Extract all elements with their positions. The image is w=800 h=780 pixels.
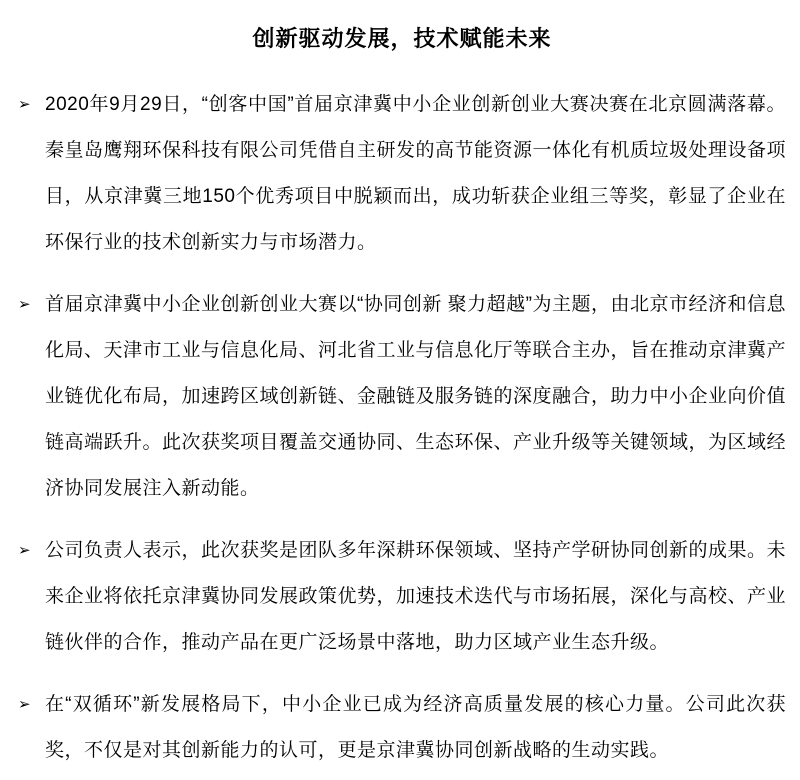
- list-item: [18, 82, 786, 266]
- page-title: 创新驱动发展，技术赋能未来: [252, 26, 552, 51]
- arrow-bullet-icon: ➢: [18, 542, 31, 559]
- list-item: [18, 682, 786, 774]
- arrow-bullet-icon: ➢: [18, 296, 31, 313]
- arrow-bullet-icon: ➢: [18, 96, 31, 113]
- paragraph-text: 2020年9月29日，“创客中国”首届京津冀中小企业创新创业大赛决赛在北京圆满落幕。秦皇岛鹰翔环保科技有限公司凭借自主研发的高节能资源一体化有机质垃圾处理设备项目，从京津冀三地150个优秀项目中脱颖而出，成功斩获企业组三等奖，彰显了企业在环保行业的技术创新实力与市场潜力。: [45, 94, 787, 253]
- paragraph-text: 公司负责人表示，此次获奖是团队多年深耕环保领域、坚持产学研协同创新的成果。未来企业将依托京津冀协同发展政策优势，加速技术迭代与市场拓展，深化与高校、产业链伙伴的合作，推动产品在更广泛场景中落地，助力区域产业生态升级。: [45, 540, 787, 653]
- list-item: [18, 282, 786, 512]
- arrow-bullet-icon: ➢: [18, 696, 31, 713]
- paragraph-text: 在“双循环”新发展格局下，中小企业已成为经济高质量发展的核心力量。公司此次获奖，不仅是对其创新能力的认可，更是京津冀协同创新战略的生动实践。: [45, 694, 786, 761]
- list-item: [18, 528, 786, 666]
- paragraph-text: 首届京津冀中小企业创新创业大赛以“协同创新 聚力超越”为主题，由北京市经济和信息化局、天津市工业与信息化局、河北省工业与信息化厅等联合主办，旨在推动京津冀产业链优化布局，加速跨区域创新链、金融链及服务链的深度融合，助力中小企业向价值链高端跃升。此次获奖项目覆盖交通协同、生态环保、产业升级等关键领域，为区域经济协同发展注入新动能。: [45, 294, 787, 499]
